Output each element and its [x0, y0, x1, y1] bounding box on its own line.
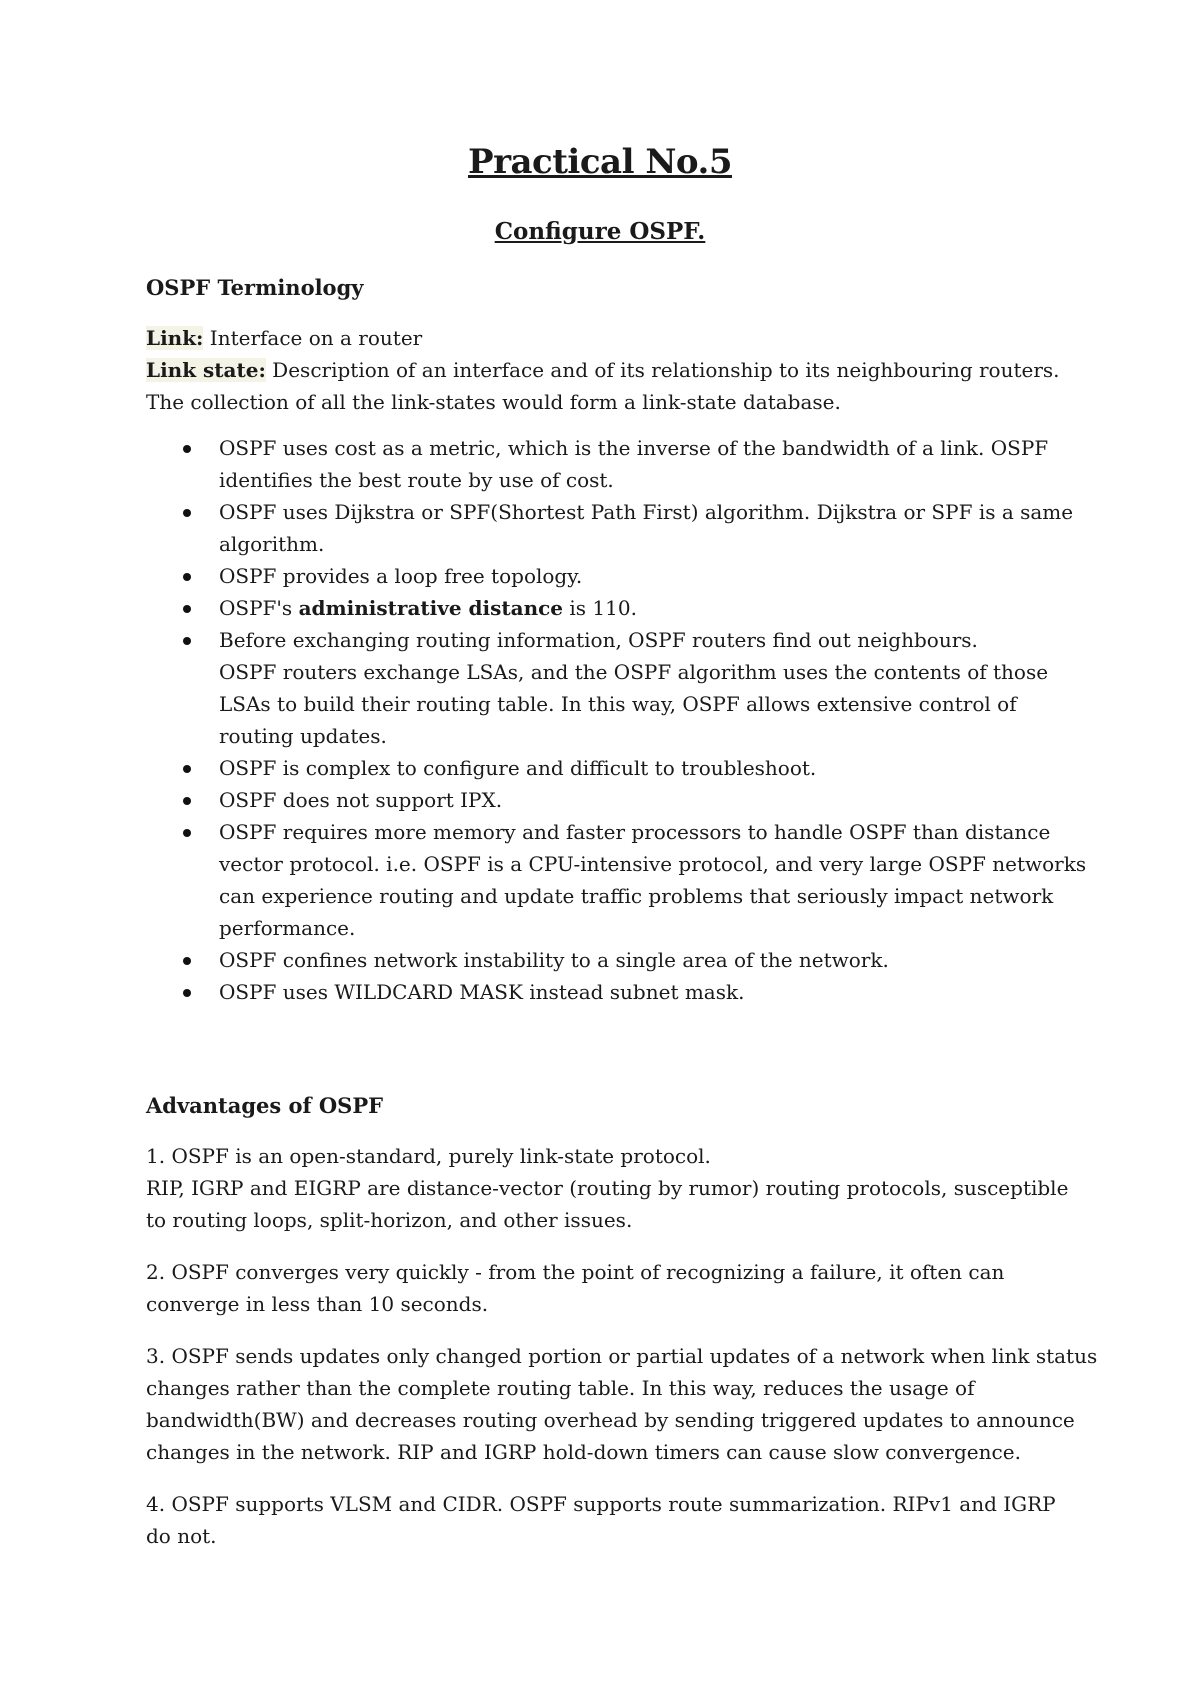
- bullet-icon: [183, 509, 191, 517]
- list-item: [219, 752, 1071, 784]
- link-term: Link:: [146, 326, 204, 350]
- list-item: [219, 560, 1071, 592]
- list-item-line: OSPF uses WILDCARD MASK instead subnet mask.: [219, 980, 745, 1004]
- list-item-line: can experience routing and update traffic problems that seriously impact network: [219, 884, 1054, 908]
- list-item-line: performance.: [219, 916, 356, 940]
- bullet-icon: [183, 797, 191, 805]
- advantages-heading: Advantages of OSPF: [146, 1093, 384, 1118]
- bullet-icon: [183, 637, 191, 645]
- list-item-line: OSPF uses Dijkstra or SPF(Shortest Path First) algorithm. Dijkstra or SPF is a same: [219, 500, 1074, 524]
- list-item: [219, 944, 1071, 976]
- list-item: [219, 624, 1071, 752]
- list-item: [219, 432, 1071, 496]
- list-item: [219, 976, 1071, 1008]
- bullet-icon: [183, 829, 191, 837]
- link-def: Interface on a router: [203, 326, 423, 350]
- list-item-line: [219, 592, 1071, 624]
- list-item-line: Before exchanging routing information, OSPF routers find out neighbours.: [219, 628, 978, 652]
- page-subtitle: Configure OSPF.: [494, 218, 706, 245]
- list-item-line: OSPF uses cost as a metric, which is the inverse of the bandwidth of a link. OSPF: [219, 436, 1049, 460]
- paragraph-line: 4. OSPF supports VLSM and CIDR. OSPF supports route summarization. RIPv1 and IGRP: [146, 1492, 1056, 1516]
- bullet-icon: [183, 605, 191, 613]
- list-item-line: OSPF provides a loop free topology.: [219, 564, 583, 588]
- ospf-facts-list: [146, 432, 1087, 1008]
- list-item-line: LSAs to build their routing table. In this way, OSPF allows extensive control of: [219, 692, 1017, 716]
- terminology-heading: OSPF Terminology: [146, 275, 364, 300]
- collection-line: The collection of all the link-states would form a link-state database.: [146, 390, 841, 414]
- paragraph-line: 1. OSPF is an open-standard, purely link-state protocol.: [146, 1144, 711, 1168]
- paragraph-line: 2. OSPF converges very quickly - from the point of recognizing a failure, it often can: [146, 1260, 1005, 1284]
- bullet-icon: [183, 573, 191, 581]
- bullet-icon: [183, 989, 191, 997]
- administrative-distance-term: administrative distance: [298, 596, 564, 620]
- paragraph-line: changes in the network. RIP and IGRP hold-down timers can cause slow convergence.: [146, 1440, 1021, 1464]
- list-item-line: OSPF routers exchange LSAs, and the OSPF algorithm uses the contents of those: [219, 660, 1049, 684]
- list-item-line: algorithm.: [219, 532, 325, 556]
- advantage-paragraph-4: [146, 1488, 1071, 1552]
- page-title: Practical No.5: [468, 142, 732, 182]
- bullet-icon: [183, 445, 191, 453]
- bullet-icon: [183, 765, 191, 773]
- paragraph-line: RIP, IGRP and EIGRP are distance-vector (routing by rumor) routing protocols, susceptible: [146, 1176, 1069, 1200]
- list-item-line: OSPF confines network instability to a single area of the network.: [219, 948, 889, 972]
- list-item: [219, 816, 1087, 944]
- link-state-def: Description of an interface and of its relationship to its neighbouring routers.: [265, 358, 1060, 382]
- paragraph-line: changes rather than the complete routing table. In this way, reduces the usage of: [146, 1376, 975, 1400]
- list-item-line: OSPF does not support IPX.: [219, 788, 503, 812]
- text-span: is 110.: [563, 596, 637, 620]
- advantage-paragraph-2: [146, 1256, 1071, 1320]
- list-item: [219, 496, 1074, 560]
- bullet-icon: [183, 957, 191, 965]
- link-definition: [146, 322, 1071, 354]
- paragraph-line: to routing loops, split-horizon, and other issues.: [146, 1208, 633, 1232]
- link-state-definition: [146, 354, 1071, 386]
- list-item-line: vector protocol. i.e. OSPF is a CPU-intensive protocol, and very large OSPF networks: [219, 852, 1087, 876]
- paragraph-line: bandwidth(BW) and decreases routing overhead by sending triggered updates to announce: [146, 1408, 1075, 1432]
- list-item: [219, 592, 1071, 624]
- paragraph-line: converge in less than 10 seconds.: [146, 1292, 489, 1316]
- text-span: OSPF's: [219, 596, 299, 620]
- list-item-line: identifies the best route by use of cost.: [219, 468, 614, 492]
- link-state-term: Link state:: [146, 358, 266, 382]
- list-item: [219, 784, 1071, 816]
- paragraph-line: 3. OSPF sends updates only changed portion or partial updates of a network when link status: [146, 1344, 1098, 1368]
- list-item-line: OSPF is complex to configure and difficult to troubleshoot.: [219, 756, 817, 780]
- list-item-line: routing updates.: [219, 724, 387, 748]
- advantage-paragraph-3: [146, 1340, 1098, 1468]
- advantage-paragraph-1: [146, 1140, 1071, 1236]
- paragraph-line: do not.: [146, 1524, 217, 1548]
- list-item-line: OSPF requires more memory and faster processors to handle OSPF than distance: [219, 820, 1051, 844]
- document-body: [146, 272, 1098, 1572]
